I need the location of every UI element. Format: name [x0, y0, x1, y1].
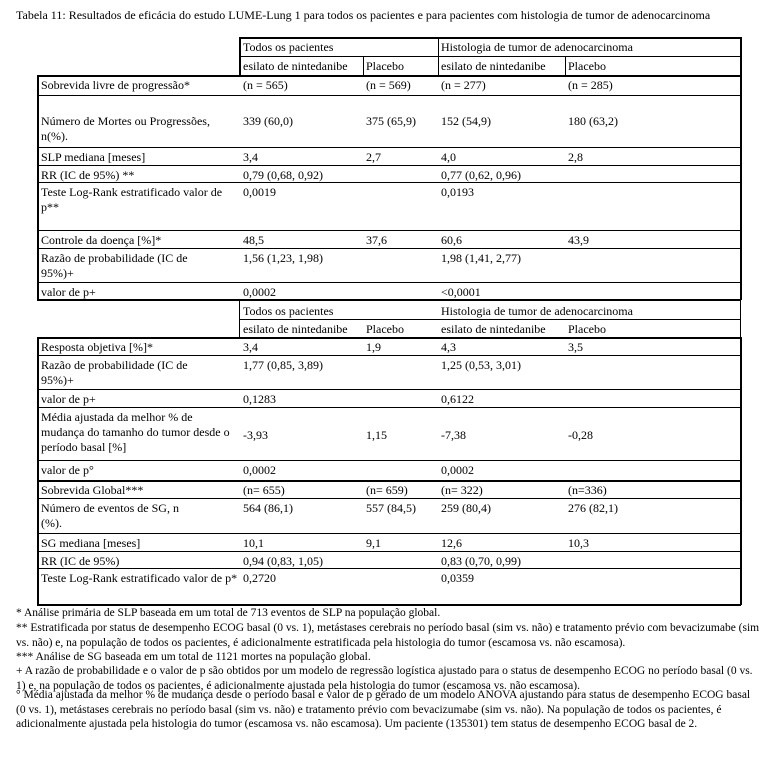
row-deaths-c3: 152 (54,9)	[441, 114, 491, 128]
row-p-orr-c1: 0,1283	[243, 392, 276, 406]
rule	[740, 300, 741, 337]
row-orr-c4: 3,5	[568, 340, 583, 354]
row-deaths-c2: 375 (65,9)	[366, 114, 416, 128]
rule	[37, 389, 741, 390]
row-os-events-c3: 259 (80,4)	[441, 501, 491, 515]
rule	[37, 230, 741, 231]
header-arm-nintedanib-adeno-2: esilato de nintedanibe	[441, 322, 546, 336]
rule	[240, 56, 741, 57]
header-arm-nintedanib-all: esilato de nintedanibe	[243, 59, 348, 73]
row-median-os-c4: 10,3	[568, 536, 589, 550]
row-pfs-label: Sobrevida livre de progressão*	[41, 78, 190, 92]
rule	[37, 75, 39, 300]
footnote-os: *** Análise de SG baseada em um total de 1121 mortes na população global.	[16, 651, 371, 663]
row-p-dcr-label: valor de p+	[41, 285, 96, 299]
row-median-os-c1: 10,1	[243, 536, 264, 550]
rule	[37, 337, 741, 339]
rule	[37, 355, 741, 356]
row-hr-os-label: RR (IC de 95%)	[41, 554, 120, 568]
row-pfs-c2: (n = 569)	[366, 78, 411, 92]
footnote-stratification: ** Estratificada por status de desempenho ECOG basal (0 vs. 1), metástases cerebrais no período basal (sim vs. não) e tratamento prévio com bevacizumabe (sim vs. não) e, na população de todos os pacientes, é adicionalmente estratificada pela histologia do tumor (escamosa vs. não escamosa).	[16, 622, 760, 649]
row-os-events-c4: 276 (82,1)	[568, 501, 618, 515]
rule	[740, 37, 742, 76]
footnote-odds-ratio: + A razão de probabilidade e o valor de p são obtidos por um modelo de regressão logística ajustado para o status de desempenho ECOG no período basal (0 vs. 1) e, na população de todos os pacientes, é adicionalmente ajustada pela histologia do tumor (escamosa vs. não escamosa).	[16, 665, 753, 692]
row-os-label: Sobrevida Global***	[41, 483, 144, 497]
footnote-pfs: * Análise primária de SLP baseada em um total de 713 eventos de SLP na população global.	[16, 607, 441, 619]
row-dcr-c1: 48,5	[243, 233, 264, 247]
row-tumor-change-c4: -0,28	[568, 428, 593, 442]
row-logrank-os-c3: 0,0359	[441, 571, 474, 585]
row-logrank-pfs-c3: 0,0193	[441, 185, 474, 199]
row-median-pfs-c3: 4,0	[441, 150, 456, 164]
rule	[240, 319, 741, 320]
row-hr-pfs-label: RR (IC de 95%) **	[41, 168, 135, 182]
row-os-c3: (n= 322)	[441, 483, 483, 497]
rule	[37, 282, 741, 283]
row-or-dcr-c3: 1,98 (1,41, 2,77)	[441, 251, 521, 265]
footnote-anova: ° Média ajustada da melhor % de mudança desde o período basal e valor de p gerado de um modelo ANOVA ajustando para status de desempenho ECOG basal (0 vs. 1), metástases cerebrais no período basal (sim vs. não) e tratamento prévio com bevacizumabe (sim vs. não). Na população de todos os pacientes, é adicionalmente ajustada pela histologia do tumor (escamosa vs. não escamosa). Um paciente (135301) tem status de desempenho ECOG basal de 2.	[16, 689, 751, 731]
rule	[239, 37, 241, 76]
rule	[37, 165, 741, 166]
row-hr-pfs-c1: 0,79 (0,68, 0,92)	[243, 168, 323, 182]
row-os-events-c1: 564 (86,1)	[243, 501, 293, 515]
row-os-events-c2: 557 (84,5)	[366, 501, 416, 515]
row-median-os-c2: 9,1	[366, 536, 381, 550]
row-os-events-label: Número de eventos de SG, n (%).	[41, 501, 179, 530]
rule	[37, 533, 741, 534]
rule	[37, 95, 741, 96]
row-p-tumor-label: valor de p°	[41, 463, 94, 477]
row-pfs-c4: (n = 285)	[568, 78, 613, 92]
row-median-pfs-label: SLP mediana [meses]	[41, 150, 146, 164]
rule	[740, 337, 742, 480]
row-tumor-change-label: Média ajustada da melhor % de mudança do tamanho do tumor desde o período basal [%]	[41, 410, 230, 454]
row-orr-c3: 4,3	[441, 340, 456, 354]
row-or-orr-c3: 1,25 (0,53, 3,01)	[441, 358, 521, 372]
rule	[37, 337, 39, 480]
row-logrank-os-label: Teste Log-Rank estratificado valor de p*	[41, 571, 238, 585]
row-median-pfs-c2: 2,7	[366, 150, 381, 164]
row-tumor-change-c2: 1,15	[366, 428, 387, 442]
header-adeno-2: Histologia de tumor de adenocarcinoma	[441, 304, 633, 318]
row-dcr-c3: 60,6	[441, 233, 462, 247]
row-dcr-c2: 37,6	[366, 233, 387, 247]
row-orr-label: Resposta objetiva [%]*	[41, 340, 153, 354]
rule	[37, 568, 741, 569]
row-or-orr-c1: 1,77 (0,85, 3,89)	[243, 358, 323, 372]
row-p-tumor-c1: 0,0002	[243, 463, 276, 477]
row-os-c1: (n= 655)	[243, 483, 285, 497]
rule	[239, 300, 240, 337]
row-median-os-c3: 12,6	[441, 536, 462, 550]
row-median-pfs-c4: 2,8	[568, 150, 583, 164]
table-caption: Tabela 11: Resultados de eficácia do estudo LUME-Lung 1 para todos os pacientes e para pacientes com histologia de tumor de adenocarcinoma	[16, 8, 711, 22]
rule	[438, 37, 439, 76]
row-pfs-c3: (n = 277)	[441, 78, 486, 92]
row-median-pfs-c1: 3,4	[243, 150, 258, 164]
row-orr-c2: 1,9	[366, 340, 381, 354]
rule	[740, 75, 742, 300]
row-dcr-c4: 43,9	[568, 233, 589, 247]
header-arm-nintedanib-adeno: esilato de nintedanibe	[441, 59, 546, 73]
row-tumor-change-c1: -3,93	[243, 428, 268, 442]
row-deaths-c1: 339 (60,0)	[243, 114, 293, 128]
row-orr-c1: 3,4	[243, 340, 258, 354]
rule	[37, 299, 741, 301]
row-p-orr-c3: 0,6122	[441, 392, 474, 406]
row-pfs-c1: (n = 565)	[243, 78, 288, 92]
rule	[37, 407, 741, 408]
row-logrank-pfs-label: Teste Log-Rank estratificado valor de p**	[41, 185, 223, 214]
header-arm-placebo-adeno-2: Placebo	[568, 322, 606, 336]
row-p-tumor-c3: 0,0002	[441, 463, 474, 477]
header-all-patients: Todos os pacientes	[243, 40, 334, 54]
row-p-dcr-c3: <0,0001	[441, 285, 481, 299]
rule	[37, 480, 741, 482]
rule	[37, 147, 741, 148]
row-p-dcr-c1: 0,0002	[243, 285, 276, 299]
header-all-patients-2: Todos os pacientes	[243, 304, 334, 318]
rule	[37, 551, 741, 552]
row-tumor-change-c3: -7,38	[441, 428, 466, 442]
row-hr-pfs-c3: 0,77 (0,62, 0,96)	[441, 168, 521, 182]
row-os-c2: (n= 659)	[366, 483, 408, 497]
rule	[37, 460, 741, 461]
row-hr-os-c1: 0,94 (0,83, 1,05)	[243, 554, 323, 568]
row-or-dcr-label: Razão de probabilidade (IC de 95%)+	[41, 251, 188, 280]
row-dcr-label: Controle da doença [%]*	[41, 233, 162, 247]
row-deaths-label: Número de Mortes ou Progressões, n(%).	[41, 114, 210, 143]
rule	[37, 75, 741, 77]
header-arm-placebo-all-2: Placebo	[366, 322, 404, 336]
rule	[37, 182, 741, 183]
rule	[565, 56, 566, 76]
row-median-os-label: SG mediana [meses]	[41, 536, 141, 550]
row-os-c4: (n=336)	[568, 483, 607, 497]
header-arm-placebo-adeno: Placebo	[568, 59, 606, 73]
row-p-orr-label: valor de p+	[41, 392, 96, 406]
row-logrank-os-c1: 0,2720	[243, 571, 276, 585]
header-arm-placebo-all: Placebo	[366, 59, 404, 73]
row-deaths-c4: 180 (63,2)	[568, 114, 618, 128]
row-hr-os-c3: 0,83 (0,70, 0,99)	[441, 554, 521, 568]
rule	[240, 37, 741, 39]
header-arm-nintedanib-all-2: esilato de nintedanibe	[243, 322, 348, 336]
row-or-orr-label: Razão de probabilidade (IC de 95%)+	[41, 358, 188, 387]
row-or-dcr-c1: 1,56 (1,23, 1,98)	[243, 251, 323, 265]
row-logrank-pfs-c1: 0,0019	[243, 185, 276, 199]
rule	[37, 498, 741, 499]
rule	[37, 248, 741, 249]
rule	[363, 56, 364, 76]
header-adeno: Histologia de tumor de adenocarcinoma	[441, 40, 633, 54]
